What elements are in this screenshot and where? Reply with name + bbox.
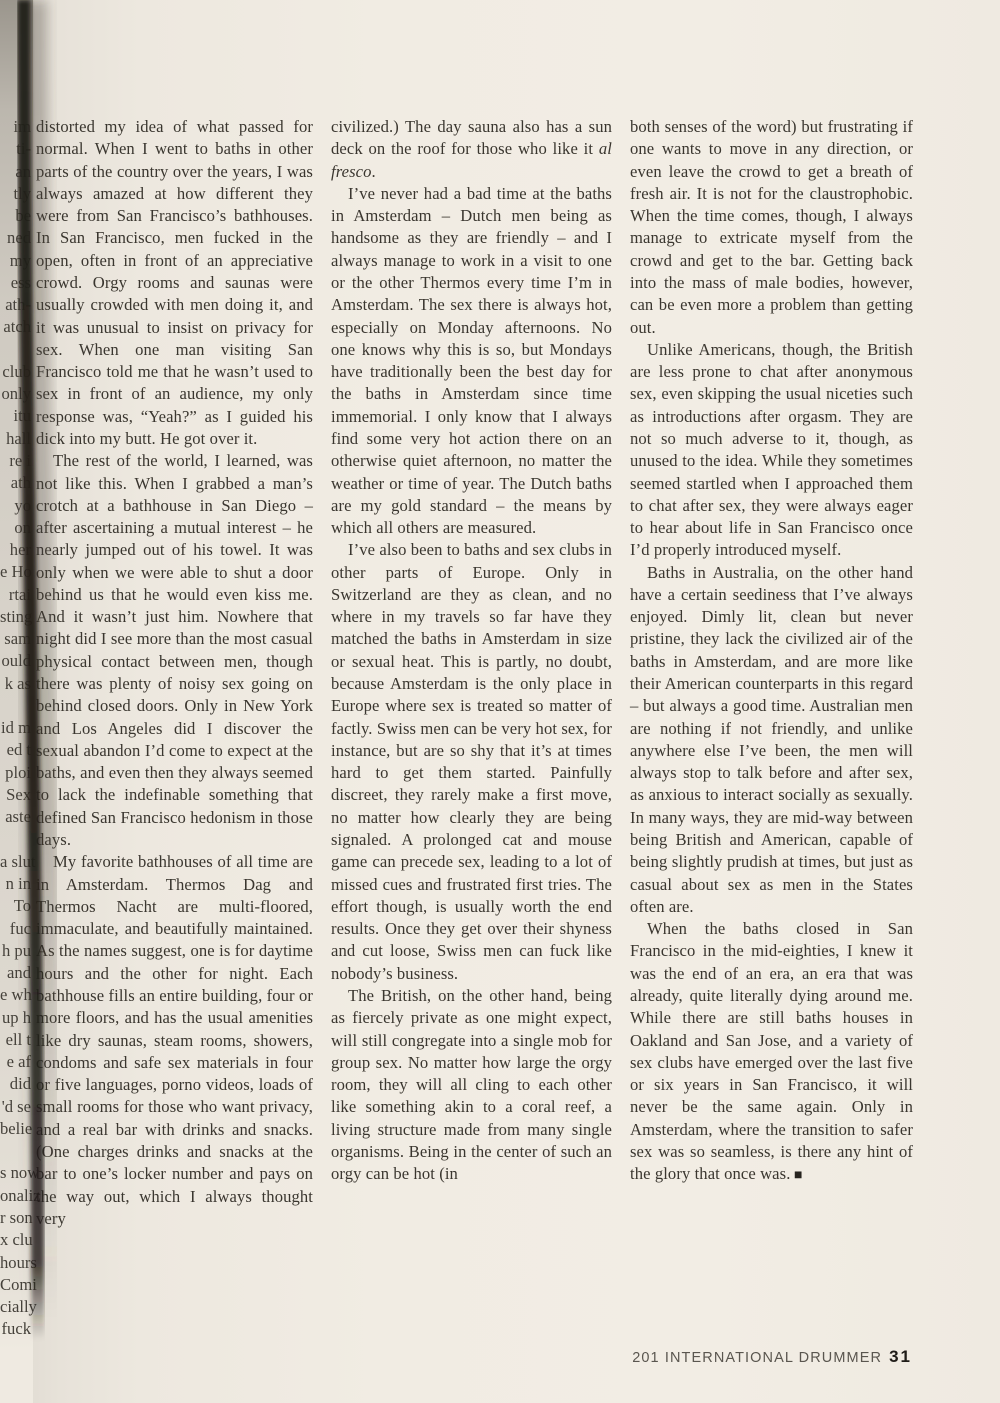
edge-text-fragment: e wh	[0, 985, 32, 1005]
text-column-right	[630, 116, 913, 1188]
edge-text-fragment: yo	[14, 495, 31, 515]
edge-text-fragment	[0, 339, 31, 361]
text-column-middle	[331, 116, 612, 1186]
edge-text-fragment: ti-	[16, 139, 31, 159]
edge-text-fragment: n in	[5, 874, 31, 894]
paragraph: civilized.) The day sauna also has a sun deck on the roof for those who like it al fresco.	[331, 117, 612, 181]
edge-text-fragment: ess	[10, 272, 31, 292]
page-number: 31	[889, 1347, 912, 1366]
edge-text-fragment: atch	[3, 317, 31, 337]
edge-text-fragment: onaliz	[0, 1185, 41, 1205]
paragraph: When the baths closed in San Francisco in the mid-eighties, I knew it was the end of an era, an era that was already, quite literally dying around me. While there are still baths houses in Oakland and San Jose, and a variety of sex clubs have emerged over the last five or six years in San Francisco, it will never be the same again. Only in Amsterdam, where the transition to safer sex was so seamless, is there any hint of the glory that once was. ■	[630, 919, 913, 1184]
magazine-title-footer: 201 INTERNATIONAL DRUMMER	[632, 1350, 883, 1366]
end-of-article-marker: ■	[790, 1168, 803, 1184]
edge-text-fragment: tly	[13, 183, 31, 203]
paragraph: Unlike Americans, though, the British are less prone to chat after anonymous sex, even skipping the usual niceties such as introductions after orgasm. They are not so much adverse to it, though, as unused to the idea. While they sometimes seemed startled when I approached them to chat after sex, they were always eager to hear about life in San Francisco once I’d properly introduced myself.	[630, 339, 913, 560]
edge-text-fragment: itu	[13, 406, 31, 426]
edge-text-fragment: ned	[7, 228, 31, 248]
edge-text-fragment: hall	[6, 428, 31, 448]
paragraph: I’ve never had a bad time at the baths in Amsterdam – Dutch men being as handsome as they are friendly – and I always manage to work in a visit to one or the other Thermos every time I’m in Amsterdam. The sex there is always hot, especially on Monday afternoons. No one knows why this is so, but Mondays have traditionally been the best day for the baths in Amsterdam since time immemorial. I only know that I always find some very hot action there on an otherwise quiet afternoon, no matter the weather or time of year. The Dutch baths are my gold standard – the means by which all others are measured.	[331, 183, 612, 538]
edge-text-fragment: Sex	[6, 784, 31, 804]
edge-text-fragment: ath-	[5, 295, 31, 315]
edge-text-fragment: belie	[0, 1118, 33, 1138]
edge-text-fragment: be	[15, 206, 31, 226]
edge-text-fragment	[0, 1140, 31, 1162]
edge-text-fragment: im	[13, 117, 31, 136]
edge-text-fragment: on	[14, 517, 31, 537]
edge-text-fragment: did	[9, 1074, 31, 1094]
edge-text-fragment: an	[15, 161, 31, 181]
edge-text-fragment: ath	[10, 473, 31, 493]
paragraph: The British, on the other hand, being as fiercely private as one might expect, will still congregate into a single mob for group sex. No matter how large the orgy room, they will all cling to each other like something akin to a coral reef, a living structure made from many single organisms. Being in the center of such an orgy can be hot (in	[331, 985, 612, 1184]
text-column-left	[36, 116, 313, 1230]
paragraph: The rest of the world, I learned, was not like this. When I grabbed a man’s crotch at a bathhouse in San Diego – after ascertaining a mutual interest – he nearly jumped out of his towel. It was only when we were able to shut a door behind us that he would even kiss me. And it wasn’t just him. Nowhere that night did I see more than the most casual physical contact between men, though there was plenty of noisy sex going on behind closed doors. Only in New York and Los Angeles did I discover the sexual abandon I’d come to expect at the baths, and even then they always seemed to lack the indefinable something that defined San Francisco hedonism in those days.	[36, 451, 313, 849]
edge-text-fragment: only	[1, 384, 31, 404]
edge-text-fragment: and	[7, 963, 31, 983]
edge-text-fragment: fuc	[9, 918, 31, 938]
edge-text-fragment: e af	[6, 1052, 31, 1072]
edge-text-fragment: r son	[0, 1208, 33, 1228]
paragraph: My favorite bathhouses of all time are in Amsterdam. Thermos Dag and Thermos Nacht are multi-floored, immaculate, and beautifully maintained. As the names suggest, one is for daytime hours and the other for night. Each bathhouse fills an entire building, four or more floors, and has the usual amenities like dry saunas, steam rooms, showers, condoms and safe sex materials in four or five languages, porno videos, loads of small rooms for those who want privacy, and a real bar with drinks and snacks. (One charges drinks and snacks at the bar to one’s locker number and pays on the way out, which I always thought very	[36, 852, 313, 1228]
facing-page-edge-text	[0, 116, 41, 1341]
edge-text-fragment: s now	[0, 1163, 40, 1183]
edge-text-fragment: re i	[9, 450, 31, 470]
edge-text-fragment	[0, 695, 31, 717]
edge-text-fragment: Comi	[0, 1274, 37, 1294]
edge-text-fragment: aste	[5, 807, 31, 827]
edge-text-fragment: club	[2, 361, 31, 381]
edge-text-fragment: e Ho	[0, 562, 32, 582]
edge-text-fragment: 'd se	[1, 1096, 31, 1116]
paragraph: both senses of the word) but frustrating if one wants to move in any direction, or even leave the crowd to get a breath of fresh air. It is not for the claustrophobic. When the time comes, though, I always manage to extricate myself from the crowd and get to the bar. Getting back into the mass of male bodies, however, can be even more a problem than getting out.	[630, 117, 913, 337]
edge-text-fragment: my	[9, 250, 31, 270]
edge-text-fragment: hours	[0, 1252, 37, 1272]
edge-text-fragment: sam	[4, 629, 31, 649]
edge-text-fragment: To	[13, 896, 31, 916]
edge-text-fragment: up h	[1, 1007, 31, 1027]
edge-text-fragment: k as	[4, 673, 31, 693]
edge-text-fragment: fuck	[1, 1319, 31, 1339]
edge-text-fragment: h pu	[1, 940, 31, 960]
paragraph: I’ve also been to baths and sex clubs in other parts of Europe. Only in Switzerland are they as clean, and no where in my travels so far have they matched the baths in Amsterdam in size or sexual heat. This is partly, no doubt, because Amsterdam is the only place in Europe where sex is treated so matter of factly. Swiss men can be very hot sex, for instance, but are so shy that it’s at times hard to get them started. Painfully discreet, they rarely make a first move, no matter how clearly they are being signaled. A prolonged cat and mouse game can precede sex, leading to a lot of missed cues and frustrated first tries. The effort though, is usually worth the end results. Once they get over their shyness and cut loose, Swiss men can fuck like nobody’s business.	[331, 540, 612, 983]
edge-text-fragment: cially	[0, 1297, 37, 1317]
edge-text-fragment: sting	[0, 606, 33, 626]
page-footer	[632, 1347, 912, 1367]
paragraph: Baths in Australia, on the other hand have a certain seediness that I’ve always enjoyed. Dimly lit, clean but never pristine, they lack the civilized air of the baths in Amsterdam, and are more like their American counterparts in this regard – but always a good time. Australian men are nothing if not friendly, and unlike anywhere else I’ve been, the men will always stop to talk before and after sex, as anxious to interact socially as sexually. In many ways, they are mid-way between being British and American, capable of being slightly prudish at times, but just as casual about sex as men in the States often are.	[630, 562, 913, 916]
edge-text-fragment: ed t	[6, 740, 31, 760]
paragraph: distorted my idea of what passed for normal. When I went to baths in other parts of the country over the years, I was always amazed at how different they were from San Francisco’s bathhouses. In San Francisco, men fucked in the open, often in front of an appreciative crowd. Orgy rooms and saunas were usually crowded with men doing it, and it was unusual to insist on privacy for sex. When one man visiting San Francisco told me that he wasn’t used to sex in front of an audience, my only response was, “Yeah?” as I guided his dick into my butt. He got over it.	[36, 117, 313, 448]
edge-text-fragment: ploi	[5, 762, 31, 782]
edge-text-fragment: id m	[1, 718, 31, 738]
edge-text-fragment	[0, 829, 31, 851]
edge-text-fragment: ould	[1, 651, 31, 671]
edge-text-fragment: rtai	[8, 584, 31, 604]
edge-text-fragment: her	[9, 540, 31, 560]
edge-text-fragment: a slut	[0, 851, 36, 871]
edge-text-fragment: x clu	[0, 1230, 33, 1250]
edge-text-fragment: ell t	[5, 1029, 31, 1049]
